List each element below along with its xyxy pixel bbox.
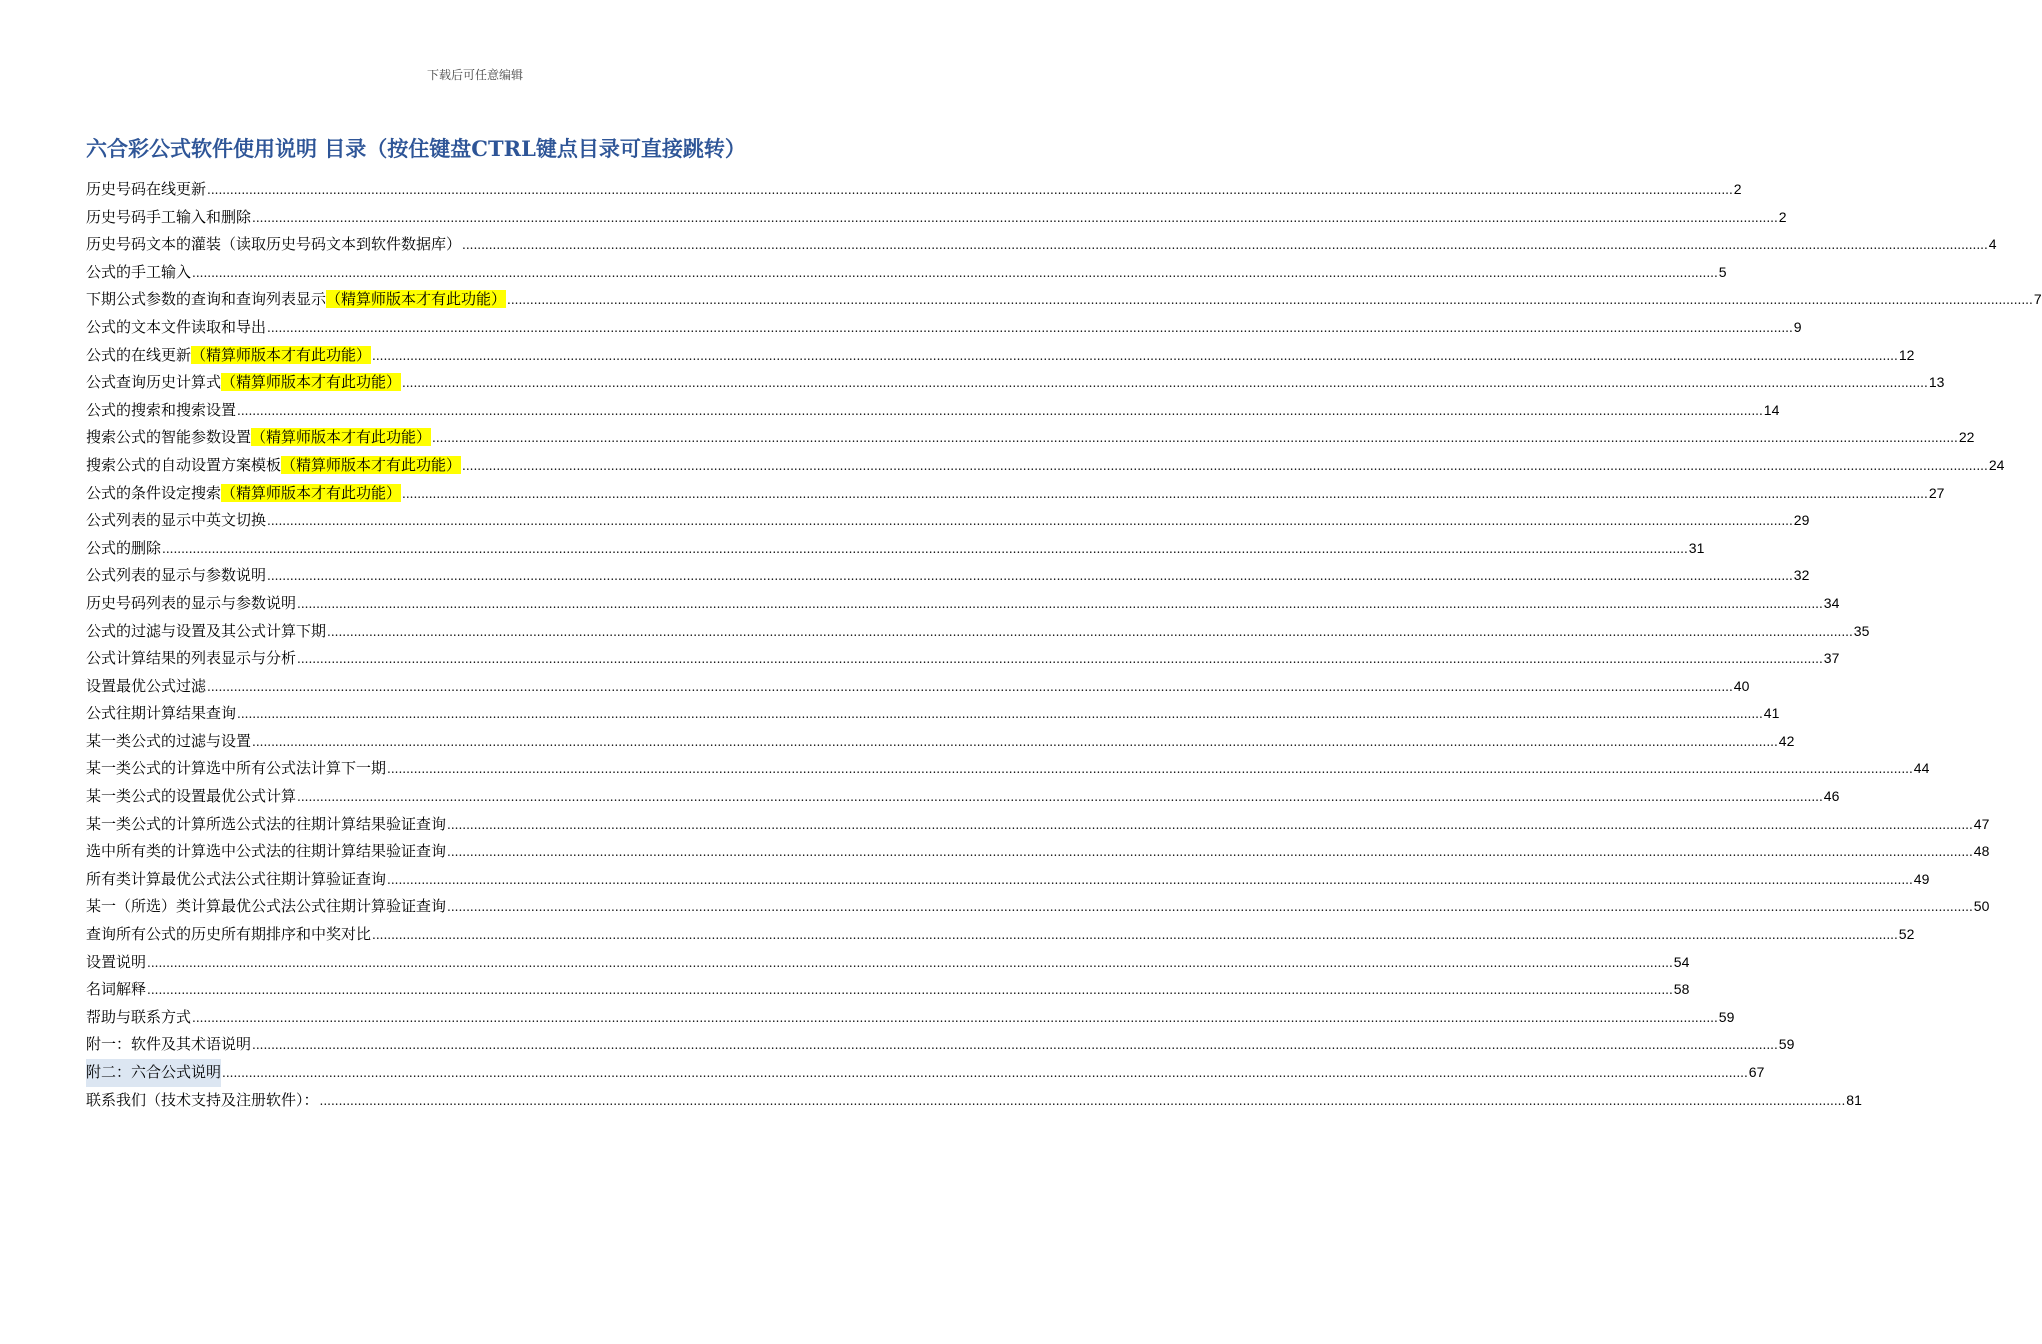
toc-entry-text: 设置最优公式过滤 <box>86 676 207 695</box>
toc-dot-leader: ................................................................................................................................................................................................................................................................................................................................................................................................................ <box>402 376 1928 391</box>
toc-entry-selected[interactable] <box>86 1059 1765 1087</box>
toc-entry[interactable] <box>86 535 1705 563</box>
toc-page-number: 9 <box>1793 318 1802 335</box>
toc-page-number: 50 <box>1973 898 1990 915</box>
toc-entry-text: 历史号码文本的灌装（读取历史号码文本到软件数据库） <box>86 235 462 254</box>
toc-entry[interactable] <box>86 590 1840 618</box>
toc-entry-text: 选中所有类的计算选中公式法的往期计算结果验证查询 <box>86 842 447 861</box>
toc-entry[interactable] <box>86 176 1742 204</box>
toc-page-number: 24 <box>1988 456 2005 473</box>
page-header: 下载后可任意编辑 <box>426 68 523 82</box>
toc-entry-text: 下期公式参数的查询和查询列表显示 <box>86 290 327 309</box>
toc-page-number: 58 <box>1673 981 1690 998</box>
toc-entry-text: 某一类公式的计算选中所有公式法计算下一期 <box>86 759 387 778</box>
toc-entry[interactable] <box>86 618 1870 646</box>
toc-entry-text: 某一（所选）类计算最优公式法公式往期计算验证查询 <box>86 897 447 916</box>
toc-dot-leader: ................................................................................................................................................................................................................................................................................................................................................................................................................ <box>297 596 1823 611</box>
toc-dot-leader: ................................................................................................................................................................................................................................................................................................................................................................................................................ <box>447 900 1973 915</box>
toc-page-number: 34 <box>1823 594 1840 611</box>
toc-page-number: 54 <box>1673 953 1690 970</box>
toc-entry-text: 联系我们（技术支持及注册软件）： <box>86 1090 319 1109</box>
toc-dot-leader: ................................................................................................................................................................................................................................................................................................................................................................................................................ <box>402 486 1928 501</box>
toc-dot-leader: ................................................................................................................................................................................................................................................................................................................................................................................................................ <box>462 238 1988 253</box>
toc-page-number: 48 <box>1973 843 1990 860</box>
toc-entry[interactable] <box>86 949 1690 977</box>
toc-title: 六合彩公式软件使用说明 目录（按住键盘CTRL键点目录可直接跳转） <box>86 136 746 161</box>
toc-dot-leader: ................................................................................................................................................................................................................................................................................................................................................................................................................ <box>372 348 1898 363</box>
highlighted-note: （精算师版本才有此功能） <box>251 428 432 447</box>
toc-entry[interactable] <box>86 1004 1735 1032</box>
toc-entry-text: 历史号码在线更新 <box>86 180 207 198</box>
toc-entry-text: 设置说明 <box>86 952 147 971</box>
toc-dot-leader: ................................................................................................................................................................................................................................................................................................................................................................................................................ <box>207 183 1733 197</box>
toc-dot-leader: ................................................................................................................................................................................................................................................................................................................................................................................................................ <box>162 541 1688 556</box>
toc-dot-leader: ................................................................................................................................................................................................................................................................................................................................................................................................................ <box>237 403 1763 418</box>
toc-entry[interactable] <box>86 673 1750 701</box>
toc-page-number: 41 <box>1763 705 1780 722</box>
toc-dot-leader: ................................................................................................................................................................................................................................................................................................................................................................................................................ <box>319 1093 1846 1108</box>
toc-dot-leader: ................................................................................................................................................................................................................................................................................................................................................................................................................ <box>387 872 1913 887</box>
toc-dot-leader: ................................................................................................................................................................................................................................................................................................................................................................................................................ <box>447 817 1973 832</box>
toc-dot-leader: ................................................................................................................................................................................................................................................................................................................................................................................................................ <box>252 210 1778 225</box>
toc-entry[interactable] <box>86 342 1915 370</box>
toc-dot-leader: ................................................................................................................................................................................................................................................................................................................................................................................................................ <box>372 928 1898 943</box>
toc-page-number: 44 <box>1913 760 1930 777</box>
toc-entry[interactable] <box>86 893 1990 921</box>
toc-dot-leader: ................................................................................................................................................................................................................................................................................................................................................................................................................ <box>237 707 1763 722</box>
toc-entry-text: 所有类计算最优公式法公式往期计算验证查询 <box>86 869 387 888</box>
highlighted-note: （精算师版本才有此功能） <box>281 455 462 474</box>
toc-entry-text: 搜索公式的智能参数设置 <box>86 428 252 447</box>
toc-entry-text: 公式往期计算结果查询 <box>86 704 237 723</box>
toc-page-number: 37 <box>1823 650 1840 667</box>
toc-page-number: 22 <box>1958 429 1975 446</box>
toc-entry-text: 某一类公式的设置最优公式计算 <box>86 787 297 806</box>
toc-dot-leader: ................................................................................................................................................................................................................................................................................................................................................................................................................ <box>297 790 1823 805</box>
toc-page-number: 42 <box>1778 732 1795 749</box>
toc-page-number: 59 <box>1718 1008 1735 1025</box>
toc-entry-text: 公式查询历史计算式 <box>86 373 222 392</box>
toc-entry[interactable] <box>86 1087 1862 1115</box>
toc-entry[interactable] <box>86 562 1810 590</box>
highlighted-note: （精算师版本才有此功能） <box>191 345 372 364</box>
toc-page-number: 35 <box>1853 622 1870 639</box>
toc-entry[interactable] <box>86 1031 1795 1059</box>
toc-page-number: 2 <box>1733 181 1742 197</box>
toc-dot-leader: ................................................................................................................................................................................................................................................................................................................................................................................................................ <box>192 265 1718 280</box>
toc-page-number: 12 <box>1898 346 1915 363</box>
toc-entry[interactable] <box>86 231 1997 259</box>
toc-entry-text: 历史号码手工输入和删除 <box>86 207 252 226</box>
toc-page-number: 2 <box>1778 208 1787 225</box>
toc-page-number: 49 <box>1913 870 1930 887</box>
toc-entry[interactable] <box>86 204 1787 232</box>
toc-entry[interactable] <box>86 259 1727 287</box>
toc-page-number: 52 <box>1898 926 1915 943</box>
toc-page-number: 7 <box>2033 291 2042 308</box>
toc-page-number: 29 <box>1793 512 1810 529</box>
toc-entry[interactable] <box>86 838 1990 866</box>
toc-dot-leader: ................................................................................................................................................................................................................................................................................................................................................................................................................ <box>207 679 1733 694</box>
toc-entry-text: 历史号码列表的显示与参数说明 <box>86 593 297 612</box>
toc-page-number: 46 <box>1823 788 1840 805</box>
toc-entry[interactable] <box>86 755 1930 783</box>
toc-page-number: 4 <box>1988 236 1997 253</box>
table-of-contents <box>86 176 2042 1114</box>
highlighted-note: （精算师版本才有此功能） <box>221 483 402 502</box>
toc-page-number: 40 <box>1733 677 1750 694</box>
highlighted-note: （精算师版本才有此功能） <box>221 373 402 392</box>
toc-dot-leader: ................................................................................................................................................................................................................................................................................................................................................................................................................ <box>462 458 1988 473</box>
toc-dot-leader: ................................................................................................................................................................................................................................................................................................................................................................................................................ <box>507 293 2033 308</box>
toc-page-number: 14 <box>1763 401 1780 418</box>
toc-entry-text: 公式列表的显示中英文切换 <box>86 511 267 530</box>
toc-entry[interactable] <box>86 480 1945 508</box>
toc-entry-text: 公式的过滤与设置及其公式计算下期 <box>86 621 327 640</box>
toc-entry[interactable] <box>86 728 1795 756</box>
toc-dot-leader: ................................................................................................................................................................................................................................................................................................................................................................................................................ <box>297 652 1823 667</box>
toc-entry[interactable] <box>86 507 1810 535</box>
toc-entry-text: 帮助与联系方式 <box>86 1007 192 1026</box>
toc-entry[interactable] <box>86 921 1915 949</box>
toc-entry[interactable] <box>86 783 1840 811</box>
toc-entry[interactable] <box>86 369 1945 397</box>
toc-entry[interactable] <box>86 645 1840 673</box>
toc-entry[interactable] <box>86 452 2005 480</box>
toc-entry-text: 查询所有公式的历史所有期排序和中奖对比 <box>86 925 372 944</box>
toc-entry-text: 某一类公式的过滤与设置 <box>86 731 252 750</box>
toc-entry-text: 某一类公式的计算所选公式法的往期计算结果验证查询 <box>86 814 447 833</box>
toc-dot-leader: ................................................................................................................................................................................................................................................................................................................................................................................................................ <box>267 320 1793 335</box>
toc-page-number: 59 <box>1778 1036 1795 1053</box>
toc-dot-leader: ................................................................................................................................................................................................................................................................................................................................................................................................................ <box>222 1066 1748 1080</box>
toc-entry[interactable] <box>86 811 1990 839</box>
toc-dot-leader: ................................................................................................................................................................................................................................................................................................................................................................................................................ <box>147 983 1673 998</box>
toc-entry-text: 公式的条件设定搜索 <box>86 483 222 502</box>
toc-dot-leader: ................................................................................................................................................................................................................................................................................................................................................................................................................ <box>192 1010 1718 1025</box>
toc-entry-text: 公式的手工输入 <box>86 262 192 281</box>
toc-entry[interactable] <box>86 976 1690 1004</box>
toc-entry[interactable] <box>86 700 1780 728</box>
toc-dot-leader: ................................................................................................................................................................................................................................................................................................................................................................................................................ <box>252 734 1778 749</box>
toc-page-number: 31 <box>1688 539 1705 556</box>
toc-page-number: 5 <box>1718 263 1727 280</box>
toc-entry-text: 名词解释 <box>86 980 147 999</box>
toc-entry-text: 公式列表的显示与参数说明 <box>86 566 267 585</box>
toc-page-number: 67 <box>1748 1064 1765 1080</box>
toc-entry-text: 附一：软件及其术语说明 <box>86 1035 252 1054</box>
toc-entry[interactable] <box>86 866 1930 894</box>
highlighted-note: （精算师版本才有此功能） <box>326 290 507 309</box>
toc-entry[interactable] <box>86 397 1780 425</box>
toc-entry-text: 公式的搜索和搜索设置 <box>86 400 237 419</box>
toc-entry-text: 搜索公式的自动设置方案模板 <box>86 455 282 474</box>
toc-dot-leader: ................................................................................................................................................................................................................................................................................................................................................................................................................ <box>432 431 1958 446</box>
toc-entry[interactable] <box>86 286 2042 314</box>
toc-entry[interactable] <box>86 314 1802 342</box>
toc-dot-leader: ................................................................................................................................................................................................................................................................................................................................................................................................................ <box>147 955 1673 970</box>
toc-entry-text: 附二：六合公式说明 <box>86 1063 222 1081</box>
toc-page-number: 27 <box>1928 484 1945 501</box>
toc-dot-leader: ................................................................................................................................................................................................................................................................................................................................................................................................................ <box>447 845 1973 860</box>
toc-entry-text: 公式计算结果的列表显示与分析 <box>86 649 297 668</box>
toc-page-number: 13 <box>1928 374 1945 391</box>
toc-page-number: 81 <box>1846 1091 1862 1108</box>
toc-entry[interactable] <box>86 424 1975 452</box>
toc-dot-leader: ................................................................................................................................................................................................................................................................................................................................................................................................................ <box>387 762 1913 777</box>
toc-dot-leader: ................................................................................................................................................................................................................................................................................................................................................................................................................ <box>267 569 1793 584</box>
toc-page-number: 32 <box>1793 567 1810 584</box>
toc-dot-leader: ................................................................................................................................................................................................................................................................................................................................................................................................................ <box>267 514 1793 529</box>
toc-entry-text: 公式的删除 <box>86 538 162 557</box>
toc-dot-leader: ................................................................................................................................................................................................................................................................................................................................................................................................................ <box>252 1038 1778 1053</box>
toc-entry-text: 公式的文本文件读取和导出 <box>86 317 267 336</box>
toc-page-number: 47 <box>1973 815 1990 832</box>
toc-dot-leader: ................................................................................................................................................................................................................................................................................................................................................................................................................ <box>327 624 1853 639</box>
toc-entry-text: 公式的在线更新 <box>86 345 192 364</box>
